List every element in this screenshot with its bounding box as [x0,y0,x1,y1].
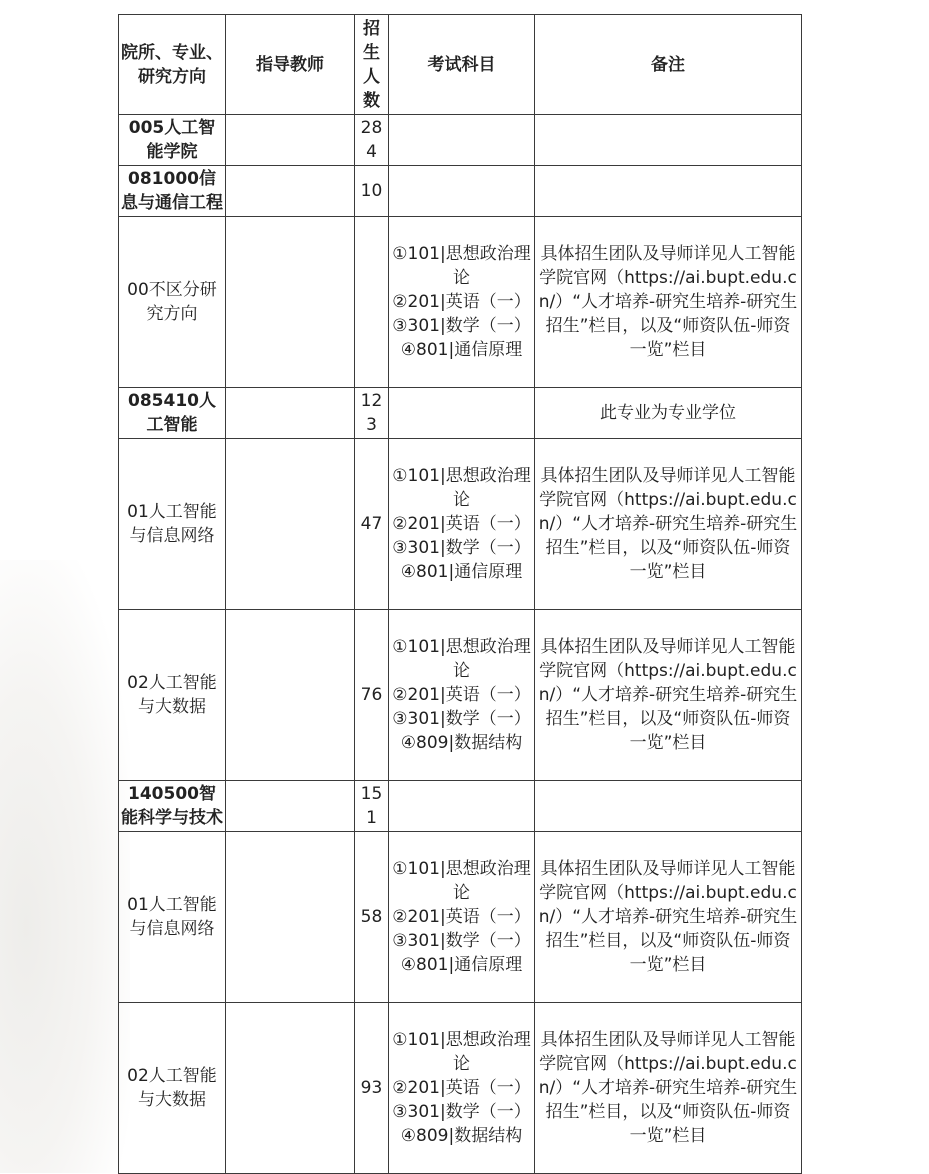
subject-item: ②201|英语（一） [392,514,531,534]
subject-item: ③301|数学（一） [392,316,531,336]
table-row [119,388,802,439]
subject-item: ①101|思想政治理论 [392,466,531,510]
advisor-cell [226,166,355,217]
department-cell: 01人工智能与信息网络 [119,832,226,1003]
subjects-cell [389,166,535,217]
department-cell: 01人工智能与信息网络 [119,439,226,610]
subject-item: ④809|数据结构 [400,1126,523,1146]
table-row [119,1003,802,1174]
count-cell: 123 [355,388,389,439]
department-cell: 00不区分研究方向 [119,217,226,388]
table-row [119,781,802,832]
count-cell: 76 [355,610,389,781]
table-body [119,115,802,1174]
subject-item: ②201|英语（一） [392,292,531,312]
table-row [119,217,802,388]
header-notes: 备注 [535,15,802,115]
subject-item: ①101|思想政治理论 [392,859,531,903]
advisor-cell [226,217,355,388]
admissions-table [118,14,802,1174]
subject-item: ③301|数学（一） [392,931,531,951]
advisor-cell [226,1003,355,1174]
subject-item: ②201|英语（一） [392,907,531,927]
department-cell: 081000信息与通信工程 [119,166,226,217]
notes-cell: 具体招生团队及导师详见人工智能学院官网（https://ai.bupt.edu.cn/）“人才培养-研究生培养-研究生招生”栏目，以及“师资队伍-师资一览”栏目 [535,832,802,1003]
notes-cell: 具体招生团队及导师详见人工智能学院官网（https://ai.bupt.edu.cn/）“人才培养-研究生培养-研究生招生”栏目，以及“师资队伍-师资一览”栏目 [535,439,802,610]
subjects-cell [389,832,535,1003]
advisor-cell [226,610,355,781]
table-row [119,832,802,1003]
advisor-cell [226,115,355,166]
subjects-cell [389,115,535,166]
subject-item: ④801|通信原理 [400,955,523,975]
notes-cell [535,781,802,832]
subjects-cell [389,610,535,781]
department-cell: 02人工智能与大数据 [119,1003,226,1174]
subject-item: ④809|数据结构 [400,733,523,753]
subjects-cell [389,388,535,439]
subjects-cell [389,217,535,388]
table-row [119,610,802,781]
header-count: 招生人数 [355,15,389,115]
background-decoration [0,560,130,1173]
subject-item: ③301|数学（一） [392,538,531,558]
subject-item: ②201|英语（一） [392,1078,531,1098]
notes-cell [535,166,802,217]
department-cell: 085410人工智能 [119,388,226,439]
subject-item: ④801|通信原理 [400,562,523,582]
count-cell: 10 [355,166,389,217]
count-cell: 58 [355,832,389,1003]
advisor-cell [226,388,355,439]
subject-item: ①101|思想政治理论 [392,244,531,288]
notes-cell: 具体招生团队及导师详见人工智能学院官网（https://ai.bupt.edu.cn/）“人才培养-研究生培养-研究生招生”栏目，以及“师资队伍-师资一览”栏目 [535,1003,802,1174]
notes-cell [535,115,802,166]
notes-cell: 具体招生团队及导师详见人工智能学院官网（https://ai.bupt.edu.cn/）“人才培养-研究生培养-研究生招生”栏目，以及“师资队伍-师资一览”栏目 [535,610,802,781]
header-subjects: 考试科目 [389,15,535,115]
advisor-cell [226,832,355,1003]
subject-item: ①101|思想政治理论 [392,637,531,681]
subjects-cell [389,781,535,832]
table-row [119,166,802,217]
table-row [119,115,802,166]
advisor-cell [226,781,355,832]
subjects-cell [389,1003,535,1174]
header-department: 院所、专业、研究方向 [119,15,226,115]
subject-item: ①101|思想政治理论 [392,1030,531,1074]
count-cell: 47 [355,439,389,610]
advisor-cell [226,439,355,610]
count-cell: 284 [355,115,389,166]
count-cell: 151 [355,781,389,832]
header-advisor: 指导教师 [226,15,355,115]
count-cell: 93 [355,1003,389,1174]
count-cell [355,217,389,388]
subjects-cell [389,439,535,610]
department-cell: 005人工智能学院 [119,115,226,166]
table-row [119,439,802,610]
header-row [119,15,802,115]
department-cell: 140500智能科学与技术 [119,781,226,832]
subject-item: ④801|通信原理 [400,340,523,360]
subject-item: ③301|数学（一） [392,709,531,729]
department-cell: 02人工智能与大数据 [119,610,226,781]
subject-item: ②201|英语（一） [392,685,531,705]
notes-cell: 具体招生团队及导师详见人工智能学院官网（https://ai.bupt.edu.cn/）“人才培养-研究生培养-研究生招生”栏目，以及“师资队伍-师资一览”栏目 [535,217,802,388]
notes-cell: 此专业为专业学位 [535,388,802,439]
subject-item: ③301|数学（一） [392,1102,531,1122]
